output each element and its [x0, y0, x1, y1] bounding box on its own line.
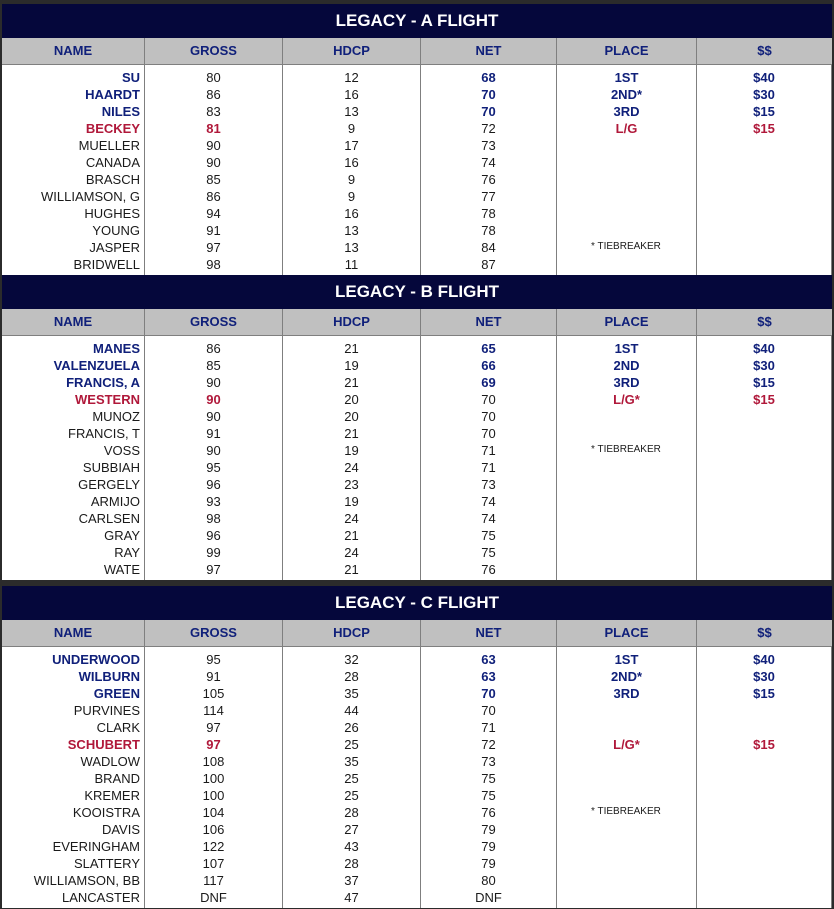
table-cell: EVERINGHAM — [52, 839, 140, 854]
table-cell: 77 — [481, 189, 496, 204]
table-cell — [697, 493, 831, 510]
table-cell: 70 — [481, 409, 496, 424]
table-cell — [697, 527, 831, 544]
name-column — [2, 647, 145, 908]
table-cell: 114 — [203, 703, 224, 718]
table-cell — [697, 137, 831, 154]
table-cell — [697, 702, 831, 719]
column-header: GROSS — [145, 309, 283, 335]
table-cell — [697, 256, 831, 273]
table-cell: 1ST — [614, 652, 639, 667]
column-header: HDCP — [283, 309, 421, 335]
table-cell: BRIDWELL — [73, 257, 140, 272]
name-column — [2, 65, 145, 275]
table-cell — [557, 838, 696, 855]
table-cell: 85 — [206, 172, 221, 187]
table-cell: 70 — [481, 703, 496, 718]
column-header-row — [2, 38, 832, 65]
table-cell — [697, 239, 831, 256]
table-cell: 24 — [344, 545, 359, 560]
column-header: HDCP — [283, 620, 421, 646]
table-cell: SUBBIAH — [82, 460, 140, 475]
table-cell: 76 — [481, 562, 496, 577]
table-cell: 100 — [202, 771, 225, 786]
table-cell: KOOISTRA — [72, 805, 140, 820]
table-cell: 90 — [206, 392, 221, 407]
table-cell: $30 — [753, 669, 775, 684]
table-cell: GRAY — [104, 528, 140, 543]
table-cell — [557, 425, 696, 442]
table-cell: FRANCIS, T — [68, 426, 140, 441]
table-cell: VOSS — [103, 443, 140, 458]
column-header: GROSS — [145, 38, 283, 64]
table-cell: 83 — [206, 104, 221, 119]
hdcp-column — [283, 647, 421, 908]
results-table-body — [2, 65, 832, 275]
table-cell: 16 — [344, 87, 359, 102]
table-cell: 79 — [481, 839, 496, 854]
table-cell: 97 — [206, 720, 221, 735]
flight-title: LEGACY - B FLIGHT — [2, 275, 832, 309]
table-cell: 73 — [481, 754, 496, 769]
table-cell: 85 — [206, 358, 221, 373]
column-header: $$ — [757, 314, 772, 329]
table-cell: 79 — [481, 856, 496, 871]
table-cell: 1ST — [614, 70, 639, 85]
table-cell: 73 — [481, 477, 496, 492]
table-cell: 75 — [481, 528, 496, 543]
table-cell: 70 — [481, 392, 496, 407]
table-cell: 3RD — [613, 104, 640, 119]
table-cell — [557, 544, 696, 561]
flight-section — [2, 4, 832, 275]
table-cell: 13 — [344, 223, 359, 238]
table-cell: 28 — [344, 856, 359, 871]
table-cell: 9 — [347, 189, 356, 204]
table-cell — [557, 188, 696, 205]
table-cell: 78 — [481, 206, 496, 221]
table-cell: $30 — [753, 358, 775, 373]
table-cell — [557, 476, 696, 493]
table-cell: BECKEY — [85, 121, 140, 136]
table-cell: HAARDT — [85, 87, 140, 102]
table-cell: 72 — [481, 737, 496, 752]
table-cell — [697, 872, 831, 889]
table-cell: DNF — [200, 890, 227, 905]
flight-section — [2, 275, 832, 580]
table-cell — [557, 753, 696, 770]
table-cell: 19 — [344, 358, 359, 373]
table-cell — [697, 459, 831, 476]
table-cell — [557, 154, 696, 171]
table-cell: $15 — [753, 104, 775, 119]
table-cell: 16 — [344, 206, 359, 221]
table-cell: $30 — [753, 87, 775, 102]
table-cell: DAVIS — [101, 822, 140, 837]
table-cell: CLARK — [96, 720, 140, 735]
table-cell: 69 — [481, 375, 496, 390]
table-cell: SLATTERY — [74, 856, 140, 871]
table-cell: 97 — [206, 562, 221, 577]
table-cell: 1ST — [614, 341, 639, 356]
table-cell: VALENZUELA — [53, 358, 140, 373]
table-cell: $15 — [753, 121, 775, 136]
prize-column — [697, 65, 832, 275]
table-cell: 75 — [481, 545, 496, 560]
table-cell: JASPER — [89, 240, 140, 255]
net-column — [421, 336, 557, 580]
table-cell: SCHUBERT — [67, 737, 140, 752]
table-cell — [697, 889, 831, 906]
table-cell: 37 — [344, 873, 359, 888]
table-cell — [697, 838, 831, 855]
table-cell: 95 — [206, 460, 221, 475]
table-cell: $40 — [753, 70, 775, 85]
table-cell — [697, 222, 831, 239]
table-cell: 27 — [344, 822, 359, 837]
table-cell — [697, 544, 831, 561]
table-cell: UNDERWOOD — [52, 652, 140, 667]
table-cell: 3RD — [613, 686, 640, 701]
table-cell: FRANCIS, A — [66, 375, 140, 390]
table-cell: 3RD — [613, 375, 640, 390]
table-cell: WILBURN — [78, 669, 140, 684]
column-header: $$ — [757, 43, 772, 58]
hdcp-column — [283, 336, 421, 580]
table-cell — [557, 493, 696, 510]
table-cell — [557, 821, 696, 838]
table-cell: 90 — [206, 443, 221, 458]
table-cell — [697, 855, 831, 872]
table-cell: SU — [121, 70, 140, 85]
table-cell — [557, 171, 696, 188]
table-cell — [557, 137, 696, 154]
table-cell: WILLIAMSON, G — [41, 189, 140, 204]
column-header: PLACE — [557, 38, 697, 64]
table-cell: MUNOZ — [92, 409, 140, 424]
table-cell: 9 — [347, 172, 356, 187]
table-cell: PURVINES — [73, 703, 140, 718]
tiebreaker-note: * TIEBREAKER — [591, 241, 661, 252]
table-cell: 117 — [203, 873, 224, 888]
table-cell: 71 — [481, 443, 496, 458]
flight-title: LEGACY - A FLIGHT — [2, 4, 832, 38]
table-cell: 90 — [206, 138, 221, 153]
table-cell: 73 — [481, 138, 496, 153]
column-header: PLACE — [557, 620, 697, 646]
table-cell — [697, 719, 831, 736]
tiebreaker-note: * TIEBREAKER — [591, 806, 661, 817]
table-cell: 70 — [481, 686, 496, 701]
table-cell: 26 — [344, 720, 359, 735]
table-cell: 94 — [206, 206, 221, 221]
table-cell: 13 — [344, 240, 359, 255]
table-cell — [697, 561, 831, 578]
table-cell — [557, 205, 696, 222]
table-cell: 74 — [481, 155, 496, 170]
table-cell: 35 — [344, 754, 359, 769]
table-cell: 75 — [481, 771, 496, 786]
table-cell — [697, 770, 831, 787]
table-cell: 104 — [202, 805, 225, 820]
table-cell: MANES — [93, 341, 140, 356]
table-cell — [697, 171, 831, 188]
column-header: GROSS — [145, 620, 283, 646]
table-cell: $15 — [753, 392, 775, 407]
table-cell: 23 — [344, 477, 359, 492]
table-cell: 86 — [206, 87, 221, 102]
table-cell: 24 — [344, 460, 359, 475]
table-cell — [557, 510, 696, 527]
table-cell: HUGHES — [84, 206, 140, 221]
results-table-body — [2, 336, 832, 580]
table-cell: MUELLER — [78, 138, 140, 153]
table-cell: 107 — [202, 856, 225, 871]
table-cell — [697, 188, 831, 205]
table-cell: 21 — [344, 528, 359, 543]
table-cell: 84 — [481, 240, 496, 255]
table-cell: BRASCH — [85, 172, 140, 187]
table-cell: BRAND — [94, 771, 140, 786]
table-cell: 71 — [481, 460, 496, 475]
table-cell: 97 — [206, 240, 221, 255]
table-cell — [697, 408, 831, 425]
table-cell — [697, 154, 831, 171]
table-cell: 19 — [344, 494, 359, 509]
table-cell: 9 — [347, 121, 356, 136]
table-cell — [557, 222, 696, 239]
table-cell: $15 — [753, 686, 775, 701]
table-cell: 25 — [344, 737, 359, 752]
table-cell: 17 — [344, 138, 359, 153]
table-cell: 63 — [481, 669, 496, 684]
table-cell: 96 — [206, 528, 221, 543]
table-cell: L/G* — [613, 737, 640, 752]
column-header: NET — [421, 620, 557, 646]
flight-section — [2, 586, 832, 908]
table-cell: 95 — [206, 652, 221, 667]
table-cell: 11 — [344, 257, 359, 272]
column-header: PLACE — [557, 309, 697, 335]
table-cell: 97 — [206, 737, 221, 752]
table-cell: YOUNG — [92, 223, 140, 238]
table-cell: 44 — [344, 703, 359, 718]
table-cell — [557, 787, 696, 804]
table-cell: $40 — [753, 652, 775, 667]
hdcp-column — [283, 65, 421, 275]
table-cell: DNF — [475, 890, 502, 905]
table-cell: GREEN — [93, 686, 140, 701]
table-cell: 28 — [344, 805, 359, 820]
table-cell: 24 — [344, 511, 359, 526]
prize-column — [697, 336, 832, 580]
net-column — [421, 65, 557, 275]
column-header: HDCP — [283, 38, 421, 64]
table-cell: L/G — [615, 121, 638, 136]
table-cell: 2ND* — [610, 87, 643, 102]
table-cell: 106 — [202, 822, 225, 837]
table-cell: 25 — [344, 771, 359, 786]
table-cell: WADLOW — [80, 754, 140, 769]
table-cell: 70 — [481, 426, 496, 441]
table-cell — [697, 476, 831, 493]
table-cell: 47 — [344, 890, 359, 905]
table-cell: L/G* — [613, 392, 640, 407]
table-cell: NILES — [101, 104, 140, 119]
table-cell: 66 — [481, 358, 496, 373]
table-cell: 65 — [481, 341, 496, 356]
table-cell: 91 — [206, 669, 221, 684]
table-cell — [557, 889, 696, 906]
table-cell — [557, 408, 696, 425]
column-header: NAME — [2, 620, 145, 646]
table-cell: 21 — [344, 375, 359, 390]
table-cell: 91 — [206, 426, 221, 441]
table-cell: 72 — [481, 121, 496, 136]
table-cell: 71 — [481, 720, 496, 735]
table-cell: CANADA — [85, 155, 140, 170]
table-cell — [557, 561, 696, 578]
table-cell — [557, 872, 696, 889]
name-column — [2, 336, 145, 580]
table-cell: 74 — [481, 511, 496, 526]
table-cell — [557, 459, 696, 476]
table-cell: 28 — [344, 669, 359, 684]
table-cell: RAY — [114, 545, 140, 560]
table-cell: $15 — [753, 375, 775, 390]
table-cell — [697, 804, 831, 821]
column-header-row — [2, 309, 832, 336]
table-cell: 98 — [206, 511, 221, 526]
table-cell: 74 — [481, 494, 496, 509]
table-cell: CARLSEN — [78, 511, 140, 526]
table-cell: 100 — [202, 788, 225, 803]
table-cell: GERGELY — [78, 477, 140, 492]
table-cell: 108 — [202, 754, 225, 769]
gross-column — [145, 647, 283, 908]
table-cell: 2ND — [613, 358, 640, 373]
column-header: $$ — [757, 625, 772, 640]
table-cell: WILLIAMSON, BB — [33, 873, 140, 888]
prize-column — [697, 647, 832, 908]
table-cell: 91 — [206, 223, 221, 238]
table-cell: 2ND* — [610, 669, 643, 684]
column-header: NAME — [2, 309, 145, 335]
results-table-body — [2, 647, 832, 908]
table-cell: LANCASTER — [61, 890, 140, 905]
net-column — [421, 647, 557, 908]
table-cell — [557, 702, 696, 719]
column-header-row — [2, 620, 832, 647]
table-cell: 90 — [206, 375, 221, 390]
table-cell: 16 — [344, 155, 359, 170]
table-cell: 80 — [481, 873, 496, 888]
table-cell: 86 — [206, 189, 221, 204]
table-cell: 81 — [206, 121, 221, 136]
table-cell: 90 — [206, 409, 221, 424]
table-cell: 13 — [344, 104, 359, 119]
table-cell: 75 — [481, 788, 496, 803]
table-cell: 21 — [344, 426, 359, 441]
table-cell: 35 — [344, 686, 359, 701]
table-cell: 43 — [344, 839, 359, 854]
table-cell: KREMER — [84, 788, 140, 803]
gross-column — [145, 336, 283, 580]
table-cell: 76 — [481, 805, 496, 820]
table-cell: $15 — [753, 737, 775, 752]
table-cell: 99 — [206, 545, 221, 560]
table-cell: 90 — [206, 155, 221, 170]
table-cell: 19 — [344, 443, 359, 458]
tiebreaker-note: * TIEBREAKER — [591, 444, 661, 455]
gross-column — [145, 65, 283, 275]
table-cell: 25 — [344, 788, 359, 803]
table-cell: 20 — [344, 392, 359, 407]
table-cell: 79 — [481, 822, 496, 837]
table-cell — [697, 510, 831, 527]
column-header: NET — [421, 309, 557, 335]
column-header: NET — [421, 38, 557, 64]
table-cell: 63 — [481, 652, 496, 667]
table-cell — [697, 753, 831, 770]
table-cell: 21 — [344, 341, 359, 356]
table-cell: 98 — [206, 257, 221, 272]
table-cell: 96 — [206, 477, 221, 492]
table-cell — [557, 855, 696, 872]
table-cell: 76 — [481, 172, 496, 187]
table-cell — [557, 527, 696, 544]
table-cell: 32 — [344, 652, 359, 667]
table-cell: 105 — [202, 686, 225, 701]
table-cell — [697, 205, 831, 222]
table-cell: 122 — [202, 839, 225, 854]
table-cell — [697, 821, 831, 838]
table-cell: WATE — [103, 562, 140, 577]
table-cell: WESTERN — [75, 392, 140, 407]
table-cell: $40 — [753, 341, 775, 356]
table-cell: 70 — [481, 87, 496, 102]
table-cell: 80 — [206, 70, 221, 85]
table-cell: ARMIJO — [90, 494, 140, 509]
table-cell — [557, 256, 696, 273]
table-cell: 70 — [481, 104, 496, 119]
place-column — [557, 336, 697, 580]
table-cell — [557, 719, 696, 736]
table-cell: 86 — [206, 341, 221, 356]
column-header: NAME — [2, 38, 145, 64]
table-cell: 87 — [481, 257, 496, 272]
table-cell — [557, 770, 696, 787]
table-cell — [697, 787, 831, 804]
table-cell: 68 — [481, 70, 496, 85]
table-cell: 78 — [481, 223, 496, 238]
table-cell: 20 — [344, 409, 359, 424]
place-column — [557, 647, 697, 908]
table-cell: 93 — [206, 494, 221, 509]
flight-title: LEGACY - C FLIGHT — [2, 586, 832, 620]
table-cell: 21 — [344, 562, 359, 577]
table-cell — [697, 425, 831, 442]
table-cell: 12 — [344, 70, 359, 85]
table-cell — [697, 442, 831, 459]
